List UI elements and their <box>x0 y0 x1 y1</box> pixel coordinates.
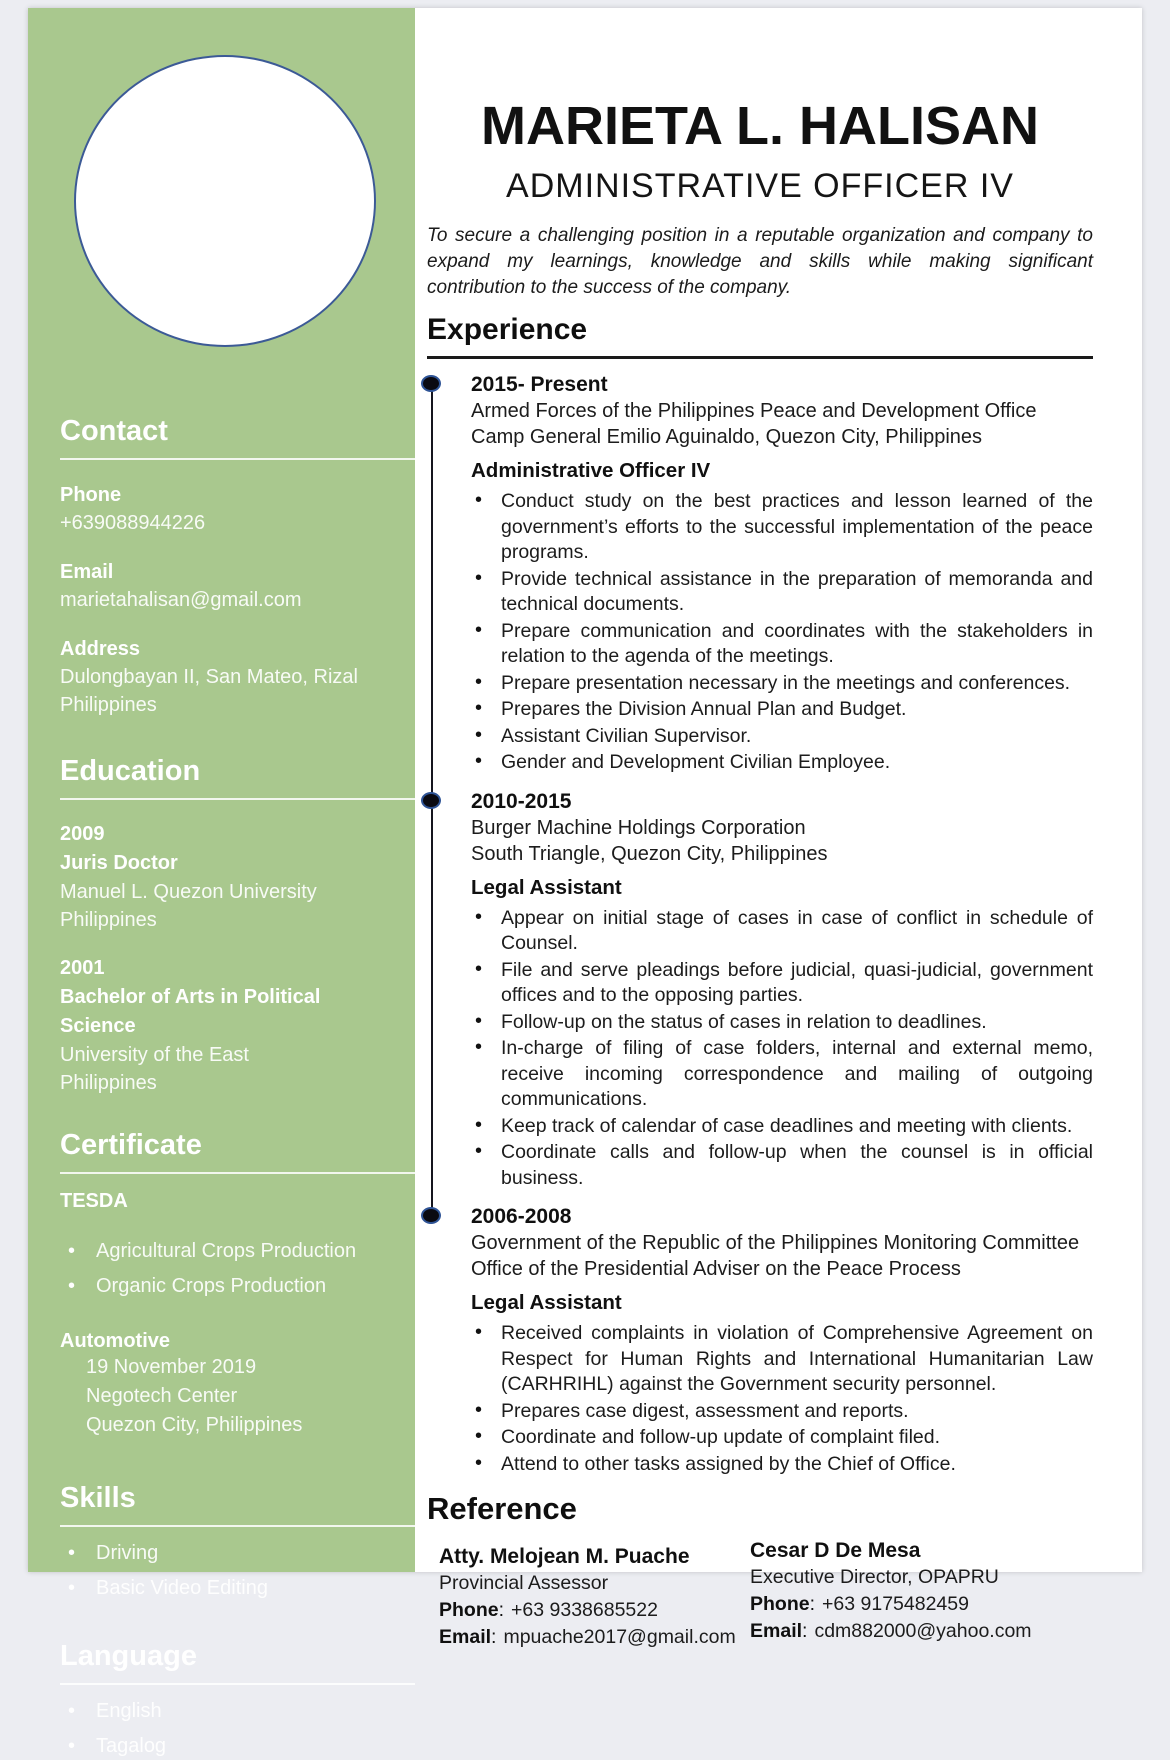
job-bullet-list <box>471 489 1093 776</box>
job-role: Legal Assistant <box>471 875 622 899</box>
job-period: 2015- Present <box>471 373 608 396</box>
phone-label: Phone : <box>750 1593 822 1615</box>
job-company: Burger Machine Holdings Corporation <box>471 816 806 839</box>
main-column <box>415 8 1142 1648</box>
objective-text: To secure a challenging position in a reputable organization and company to expand my learnings, knowledge and skills while making significant contribution to the success of the company. <box>427 225 1093 298</box>
job-bullet: • Keep track of calendar of case deadlines and meeting with clients. <box>471 1114 1093 1140</box>
bullet-item: • Agricultural Crops Production <box>60 1237 397 1265</box>
skills-list <box>60 1539 397 1602</box>
reference-name: Atty. Melojean M. Puache <box>439 1545 690 1568</box>
job-role: Legal Assistant <box>471 1291 622 1314</box>
certificate-heading: Certificate <box>60 1129 415 1174</box>
section-education <box>60 755 397 1097</box>
reference-role: Executive Director, OPAPRU <box>750 1566 999 1588</box>
reference-phone <box>439 1597 742 1624</box>
phone-value: +63 9338685522 <box>511 1599 658 1621</box>
contact-heading: Contact <box>60 415 415 460</box>
reference-name: Cesar D De Mesa <box>750 1539 921 1562</box>
certificate-list <box>60 1237 397 1300</box>
education-entry <box>60 820 397 934</box>
job-bullet: • Appear on initial stage of cases in case of conflict in schedule of Counsel. <box>471 906 1093 957</box>
job-bullet: • Prepares the Division Annual Plan and Budget. <box>471 697 1093 723</box>
job-company: Office of the Presidential Adviser on the Peace Process <box>471 1258 961 1280</box>
reference-entry <box>427 1543 742 1651</box>
course-line: Quezon City, Philippines <box>86 1414 303 1436</box>
entry-degree: Bachelor of Arts in Political Science <box>60 986 321 1037</box>
phone-value: +63 9175482459 <box>822 1593 969 1615</box>
education-heading: Education <box>60 755 415 800</box>
email-label: Email : <box>750 1620 814 1642</box>
course-line: Negotech Center <box>86 1385 238 1407</box>
experience-timeline <box>427 372 1093 1477</box>
email-value: cdm882000@yahoo.com <box>814 1620 1032 1642</box>
job-entry <box>427 789 1093 1192</box>
entry-degree: Juris Doctor <box>60 852 178 874</box>
skills-heading: Skills <box>60 1482 415 1527</box>
section-contact <box>60 415 397 719</box>
entry-year: 2001 <box>60 957 105 979</box>
job-bullet: • Coordinate calls and follow-up when the counsel is in official business. <box>471 1140 1093 1191</box>
candidate-name: MARIETA L. HALISAN <box>481 96 1039 156</box>
job-bullet: • In-charge of filing of case folders, internal and external memo, receive incoming correspondence and mailing of outgoing communications. <box>471 1036 1093 1113</box>
photo-placeholder <box>74 55 376 347</box>
reference-email <box>439 1624 742 1651</box>
course-title: Automotive <box>60 1330 170 1352</box>
job-period: 2010-2015 <box>471 789 572 813</box>
job-bullet-list <box>471 906 1093 1192</box>
reference-entry <box>742 1539 1032 1651</box>
bullet-item: • Tagalog <box>60 1732 397 1760</box>
timeline-dot <box>421 792 441 809</box>
job-company: South Triangle, Quezon City, Philippines <box>471 842 828 865</box>
entry-year: 2009 <box>60 823 105 845</box>
job-bullet: • Assistant Civilian Supervisor. <box>471 724 1093 750</box>
job-company: Government of the Republic of the Philippines Monitoring Committee <box>471 1232 1080 1254</box>
experience-heading: Experience <box>427 313 1093 359</box>
field-label: Address <box>60 638 141 660</box>
job-bullet: • Coordinate and follow-up update of complaint filed. <box>471 1425 1093 1451</box>
job-bullet: • Gender and Development Civilian Employee. <box>471 750 1093 776</box>
sidebar <box>28 8 415 1757</box>
field-label: Email <box>60 561 114 583</box>
field-value: +639088944226 <box>60 512 206 534</box>
job-role: Administrative Officer IV <box>471 459 711 482</box>
bullet-item: • English <box>60 1697 397 1725</box>
job-period: 2006-2008 <box>471 1205 572 1228</box>
job-bullet: • Follow-up on the status of cases in relation to deadlines. <box>471 1010 1093 1036</box>
reference-phone <box>750 1591 1032 1618</box>
job-bullet: • Prepare presentation necessary in the meetings and conferences. <box>471 671 1093 697</box>
bullet-item: • Driving <box>60 1539 397 1567</box>
section-language <box>60 1640 397 1760</box>
job-bullet: • Prepares case digest, assessment and reports. <box>471 1399 1093 1425</box>
section-certificate <box>60 1129 397 1440</box>
section-skills <box>60 1482 397 1602</box>
contact-group-address <box>60 635 397 719</box>
field-label: Phone <box>60 484 122 506</box>
certificate-subtitle: TESDA <box>60 1190 128 1212</box>
job-bullet: • Attend to other tasks assigned by the Chief of Office. <box>471 1452 1093 1478</box>
job-bullet-list <box>471 1321 1093 1477</box>
field-value: marietahalisan@gmail.com <box>60 589 302 611</box>
job-bullet: • Received complaints in violation of Comprehensive Agreement on Respect for Human Rights and International Humanitarian Law (CARHRIHL) against the Government security personnel. <box>471 1321 1093 1398</box>
bullet-item: • Basic Video Editing <box>60 1574 397 1602</box>
bullet-item: • Organic Crops Production <box>60 1272 397 1300</box>
entry-line: Philippines <box>60 1072 157 1094</box>
job-entry <box>427 372 1093 776</box>
timeline-dot <box>421 1207 441 1224</box>
field-value: Dulongbayan II, San Mateo, Rizal <box>60 666 358 688</box>
contact-group-email <box>60 558 397 614</box>
phone-label: Phone : <box>439 1599 511 1621</box>
entry-line: Manuel L. Quezon University <box>60 881 317 903</box>
education-entry <box>60 954 397 1097</box>
course-line: 19 November 2019 <box>86 1356 257 1378</box>
resume-page <box>28 8 1142 1757</box>
reference-role: Provincial Assessor <box>439 1572 609 1594</box>
job-bullet: • Conduct study on the best practices and lesson learned of the government’s efforts to the successful implementation of the peace programs. <box>471 489 1093 566</box>
job-entry <box>427 1204 1093 1477</box>
contact-group-phone <box>60 481 397 537</box>
job-company: Camp General Emilio Aguinaldo, Quezon City, Philippines <box>471 426 983 448</box>
reference-heading: Reference <box>427 1491 577 1526</box>
entry-line: Philippines <box>60 909 157 931</box>
language-heading: Language <box>60 1640 415 1685</box>
field-value: Philippines <box>60 694 157 716</box>
job-bullet: • Prepare communication and coordinates with the stakeholders in relation to the agenda of the meetings. <box>471 619 1093 670</box>
email-label: Email : <box>439 1626 503 1648</box>
job-bullet: • File and serve pleadings before judicial, quasi-judicial, government offices and to the opposing parties. <box>471 958 1093 1009</box>
email-value: mpuache2017@gmail.com <box>503 1626 736 1648</box>
language-list <box>60 1697 397 1760</box>
job-company: Armed Forces of the Philippines Peace and Development Office <box>471 400 1037 422</box>
job-bullet: • Provide technical assistance in the preparation of memoranda and technical documents. <box>471 567 1093 618</box>
entry-line: University of the East <box>60 1044 249 1066</box>
reference-columns <box>427 1539 1093 1651</box>
timeline-dot <box>421 375 441 392</box>
reference-email <box>750 1618 1032 1645</box>
candidate-role: ADMINISTRATIVE OFFICER IV <box>506 167 1014 205</box>
